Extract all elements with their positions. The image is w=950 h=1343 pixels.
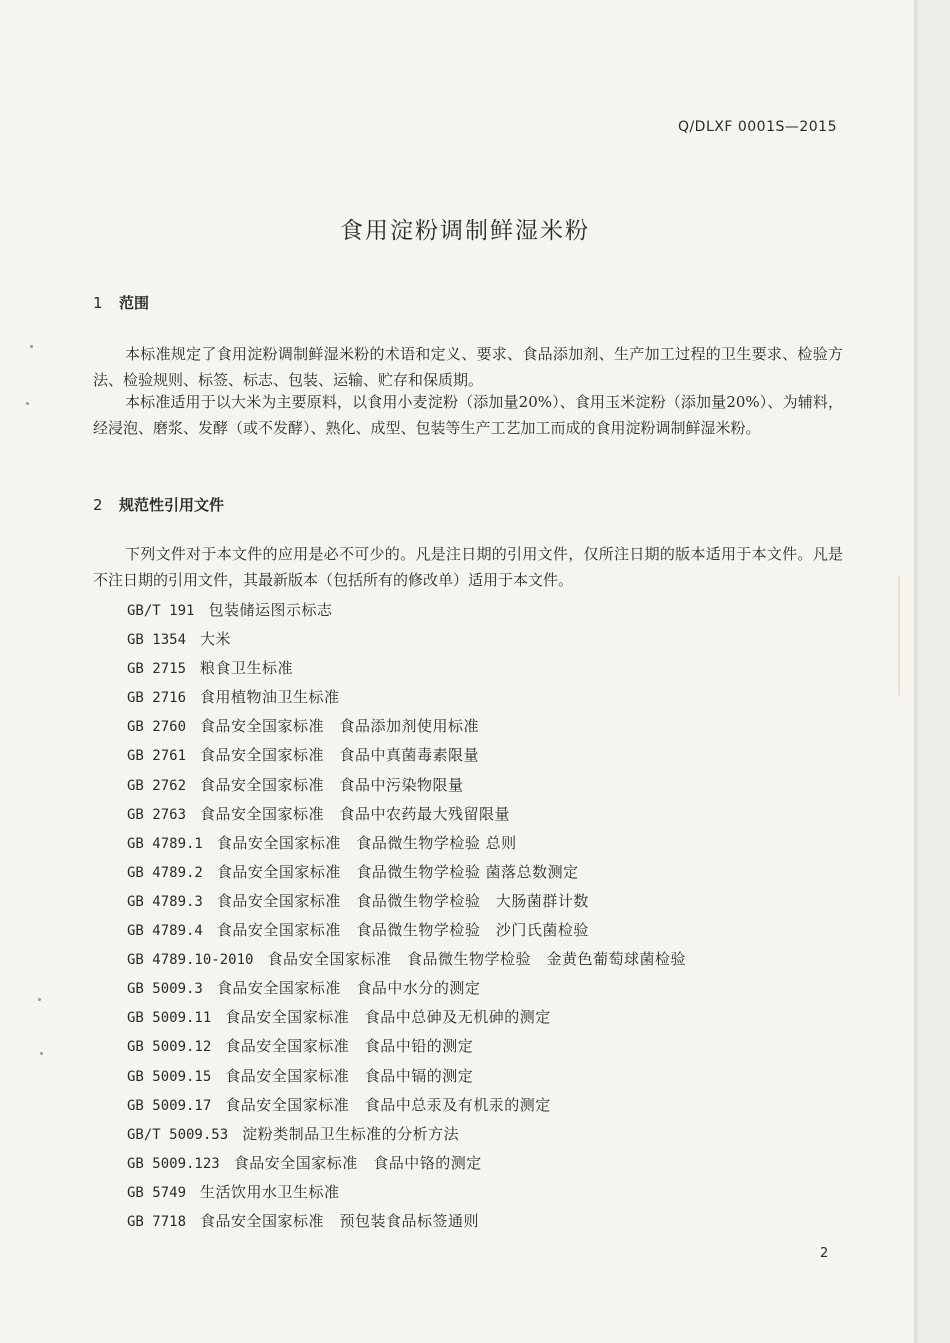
reference-title: 食品安全国家标准 食品添加剂使用标准	[200, 717, 480, 736]
reference-title: 食品安全国家标准 食品中真菌毒素限量	[200, 746, 480, 765]
reference-title: 食品安全国家标准 食品中水分的测定	[216, 979, 481, 998]
reference-title: 食品安全国家标准 预包装食品标签通则	[200, 1211, 480, 1230]
reference-code: GB 2716	[127, 690, 187, 707]
reference-item	[127, 829, 867, 858]
reference-item	[127, 1149, 867, 1178]
reference-code: GB 2761	[127, 748, 187, 765]
reference-item	[127, 1032, 867, 1061]
reference-item	[127, 887, 867, 916]
section-heading-references	[93, 494, 224, 515]
scope-paragraph-1: 本标准规定了食用淀粉调制鲜湿米粉的术语和定义、要求、食品添加剂、生产加工过程的卫生要求、检验方法、检验规则、标签、标志、包装、运输、贮存和保质期。	[93, 345, 843, 389]
reference-item	[127, 1178, 867, 1207]
reference-code: GB 5009.17	[127, 1097, 212, 1114]
reference-code: GB 2760	[127, 719, 187, 736]
reference-title: 食品安全国家标准 食品中农药最大残留限量	[200, 804, 511, 823]
reference-code: GB 4789.2	[127, 864, 203, 881]
reference-title: 食品安全国家标准 食品中铅的测定	[225, 1037, 474, 1056]
reference-item	[127, 654, 867, 683]
reference-title: 包装储运图示标志	[208, 601, 333, 619]
reference-list	[127, 596, 867, 1236]
reference-item	[127, 1120, 867, 1149]
reference-code: GB 2762	[127, 777, 187, 794]
scan-speck	[40, 1052, 43, 1055]
reference-code: GB 5009.123	[127, 1155, 220, 1172]
reference-code: GB/T 191	[127, 603, 195, 619]
reference-title: 淀粉类制品卫生标准的分析方法	[242, 1124, 460, 1143]
reference-title: 食品安全国家标准 食品中总砷及无机砷的测定	[225, 1008, 551, 1027]
section-heading-scope	[93, 292, 149, 313]
reference-title: 食品安全国家标准 食品中污染物限量	[200, 775, 464, 794]
reference-code: GB 5009.11	[127, 1010, 212, 1027]
standard-code: Q/DLXF 0001S—2015	[677, 119, 837, 135]
reference-title: 食品安全国家标准 食品微生物学检验 大肠菌群计数	[216, 891, 589, 910]
reference-item	[127, 916, 867, 945]
reference-title: 食品安全国家标准 食品微生物学检验 沙门氏菌检验	[216, 921, 589, 940]
reference-code: GB 4789.3	[127, 893, 203, 910]
reference-item	[127, 1003, 867, 1032]
reference-item	[127, 1207, 867, 1236]
section-title: 规范性引用文件	[119, 496, 225, 514]
reference-code: GB 2715	[127, 661, 187, 678]
scope-paragraph-2: 本标准适用于以大米为主要原料，以食用小麦淀粉（添加量20%）、食用玉米淀粉（添加量20%）、为辅料，经浸泡、磨浆、发酵（或不发酵）、熟化、成型、包装等生产工艺加工而成的食用淀粉调制鲜湿米粉。	[93, 393, 843, 437]
reference-code: GB 5749	[127, 1184, 187, 1201]
reference-title: 食品安全国家标准 食品中总汞及有机汞的测定	[225, 1095, 551, 1114]
stamp-mark	[898, 575, 914, 695]
reference-code: GB 1354	[127, 632, 187, 649]
reference-code: GB 7718	[127, 1213, 187, 1230]
section-number: 2	[93, 496, 103, 514]
reference-code: GB 2763	[127, 806, 187, 823]
reference-title: 食品安全国家标准 食品中铬的测定	[233, 1153, 482, 1172]
reference-title: 大米	[200, 630, 232, 649]
page-edge-shadow	[920, 0, 950, 1343]
reference-title: 食品安全国家标准 食品微生物学检验 菌落总数测定	[216, 862, 579, 881]
reference-title: 食品安全国家标准 食品微生物学检验 金黄色葡萄球菌检验	[267, 950, 686, 969]
scan-speck	[30, 345, 33, 348]
reference-code: GB 5009.15	[127, 1068, 212, 1085]
reference-code: GB 5009.12	[127, 1039, 212, 1056]
page-number: 2	[820, 1246, 829, 1261]
reference-title: 食品安全国家标准 食品微生物学检验 总则	[216, 833, 517, 852]
reference-code: GB 5009.3	[127, 981, 203, 998]
reference-item	[127, 712, 867, 741]
reference-item	[127, 683, 867, 712]
references-intro-paragraph: 下列文件对于本文件的应用是必不可少的。凡是注日期的引用文件，仅所注日期的版本适用于本文件。凡是不注日期的引用文件，其最新版本（包括所有的修改单）适用于本文件。	[93, 545, 843, 589]
reference-item	[127, 858, 867, 887]
reference-item	[127, 771, 867, 800]
reference-title: 食用植物油卫生标准	[200, 688, 340, 707]
scan-speck	[26, 402, 29, 405]
reference-item	[127, 1062, 867, 1091]
reference-code: GB 4789.4	[127, 923, 203, 940]
reference-title: 粮食卫生标准	[200, 659, 294, 678]
reference-item	[127, 974, 867, 1003]
reference-item	[127, 625, 867, 654]
reference-item	[127, 596, 867, 625]
section-number: 1	[93, 294, 103, 312]
reference-item	[127, 945, 867, 974]
reference-code: GB/T 5009.53	[127, 1126, 229, 1143]
scan-speck	[38, 998, 41, 1001]
document-title: 食用淀粉调制鲜湿米粉	[340, 218, 590, 244]
reference-item	[127, 741, 867, 770]
page-edge	[914, 0, 920, 1343]
reference-code: GB 4789.10-2010	[127, 952, 254, 969]
reference-item	[127, 800, 867, 829]
reference-title: 食品安全国家标准 食品中镉的测定	[225, 1066, 474, 1085]
reference-item	[127, 1091, 867, 1120]
reference-code: GB 4789.1	[127, 835, 203, 852]
section-title: 范围	[119, 294, 150, 312]
reference-title: 生活饮用水卫生标准	[200, 1182, 340, 1201]
